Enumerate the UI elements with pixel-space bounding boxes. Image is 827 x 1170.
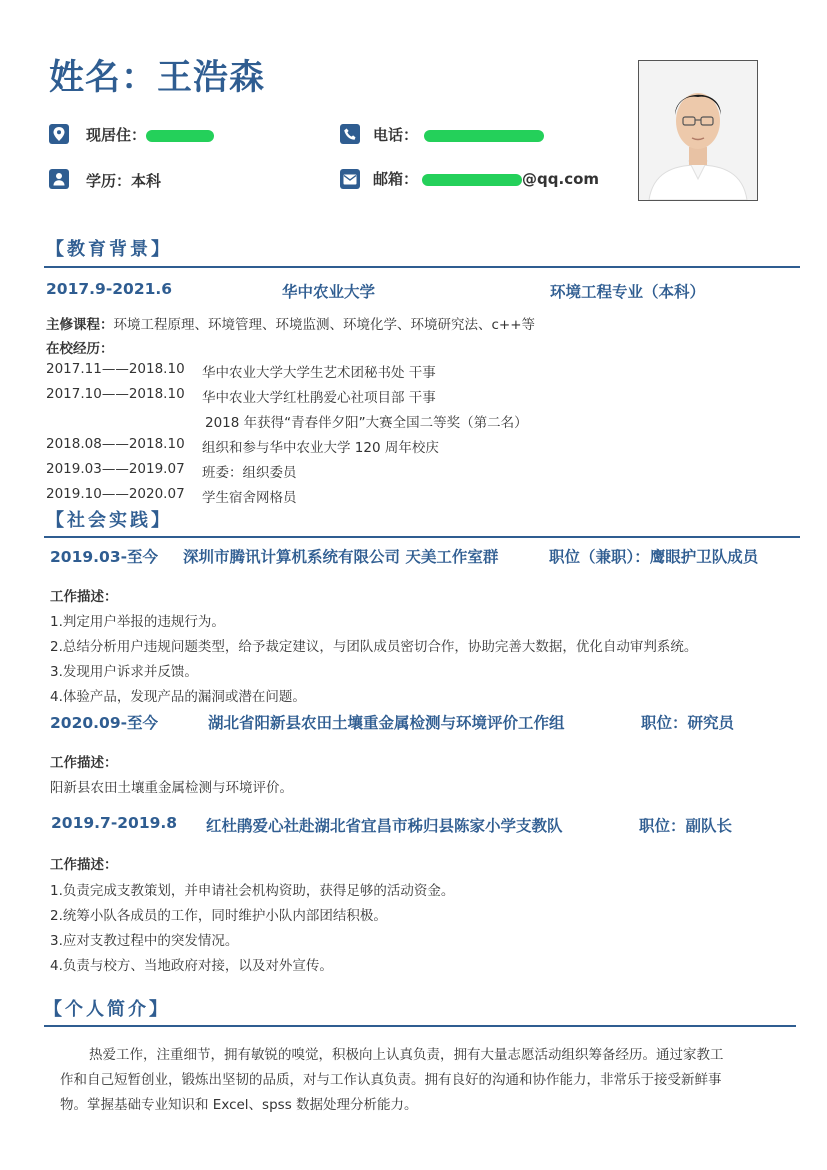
work-desc-line: 2.总结分析用户违规问题类型，给予裁定建议，与团队成员密切合作，协助完善大数据，优化自动审判系统。 [50,639,698,655]
practice-period: 2020.09-至今 [50,714,159,732]
practice-section-title: 【社会实践】 [46,510,172,531]
experience-desc: 班委：组织委员 [202,465,297,481]
experience-date: 2017.11——2018.10 [46,361,185,377]
work-desc-line: 1.判定用户举报的违规行为。 [50,614,225,630]
practice-org: 湖北省阳新县农田土壤重金属检测与环境评价工作组 [208,714,565,732]
page-title: 姓名：王浩森 [49,58,266,98]
email-suffix: @qq.com [522,170,600,188]
profile-divider [44,1025,796,1027]
practice-period: 2019.03-至今 [50,548,159,566]
phone-field [373,124,544,145]
experience-desc: 2018 年获得“青春伴夕阳”大赛全国二等奖（第二名） [205,415,528,431]
practice-period: 2019.7-2019.8 [51,814,178,832]
residence-label: 现居住： [86,126,147,144]
education-school: 华中农业大学 [282,283,376,301]
education-major: 环境工程专业（本科） [550,283,706,301]
residence-redaction [146,130,214,142]
user-icon [49,169,69,189]
phone-icon [340,124,360,144]
email-redaction [422,174,522,186]
experience-desc: 华中农业大学大学生艺术团秘书处 干事 [202,365,436,381]
residence-field [86,124,214,145]
work-desc-line: 4.体验产品，发现产品的漏洞或潜在问题。 [50,689,306,705]
campus-label: 在校经历： [46,341,114,357]
experience-date: 2018.08——2018.10 [46,436,185,452]
email-icon [340,169,360,189]
practice-org: 红杜鹃爱心社赴湖北省宜昌市秭归县陈家小学支教队 [206,817,563,835]
courses-text: 环境工程原理、环境管理、环境监测、环境化学、环境研究法、c++等 [113,317,536,333]
work-desc-label: 工作描述： [50,755,118,771]
practice-role: 职位（兼职）：鹰眼护卫队成员 [549,548,759,566]
practice-role: 职位：研究员 [641,714,735,732]
experience-date: 2019.10——2020.07 [46,486,185,502]
practice-org: 深圳市腾讯计算机系统有限公司 天美工作室群 [183,548,499,566]
work-desc-line: 1.负责完成支教策划，并申请社会机构资助，获得足够的活动资金。 [50,883,455,899]
experience-desc: 组织和参与华中农业大学 120 周年校庆 [202,440,439,456]
practice-role: 职位：副队长 [639,817,733,835]
location-pin-icon [49,124,69,144]
phone-redaction [424,130,544,142]
work-desc-line: 阳新县农田土壤重金属检测与环境评价。 [50,780,293,796]
work-desc-label: 工作描述： [50,857,118,873]
phone-label: 电话： [373,126,419,144]
education-period: 2017.9-2021.6 [46,280,173,298]
work-desc-line: 2.统筹小队各成员的工作，同时维护小队内部团结积极。 [50,908,387,924]
practice-divider [44,536,800,538]
education-section-title: 【教育背景】 [46,239,172,260]
profile-line: 作和自己短暂创业，锻炼出坚韧的品质，对与工作认真负责。拥有良好的沟通和协作能力，非常乐于接受新鲜事 [60,1072,722,1088]
email-field [373,168,599,189]
courses-label: 主修课程： [46,317,114,333]
courses-row [46,313,535,333]
experience-desc: 学生宿舍网格员 [202,490,297,506]
profile-section-title: 【个人简介】 [44,999,170,1020]
experience-date: 2019.03——2019.07 [46,461,185,477]
email-label: 邮箱： [373,170,419,188]
profile-line: 热爱工作，注重细节，拥有敏锐的嗅觉，积极向上认真负责，拥有大量志愿活动组织筹备经历。通过家教工 [89,1047,724,1063]
work-desc-label: 工作描述： [50,589,118,605]
profile-photo [638,60,758,201]
education-level: 学历：本科 [86,172,162,190]
work-desc-line: 3.应对支教过程中的突发情况。 [50,933,239,949]
work-desc-line: 3.发现用户诉求并反馈。 [50,664,198,680]
experience-desc: 华中农业大学红杜鹃爱心社项目部 干事 [202,390,436,406]
profile-line: 物。掌握基础专业知识和 Excel、spss 数据处理分析能力。 [60,1097,418,1113]
work-desc-line: 4.负责与校方、当地政府对接，以及对外宣传。 [50,958,333,974]
education-divider [44,266,800,268]
experience-date: 2017.10——2018.10 [46,386,185,402]
